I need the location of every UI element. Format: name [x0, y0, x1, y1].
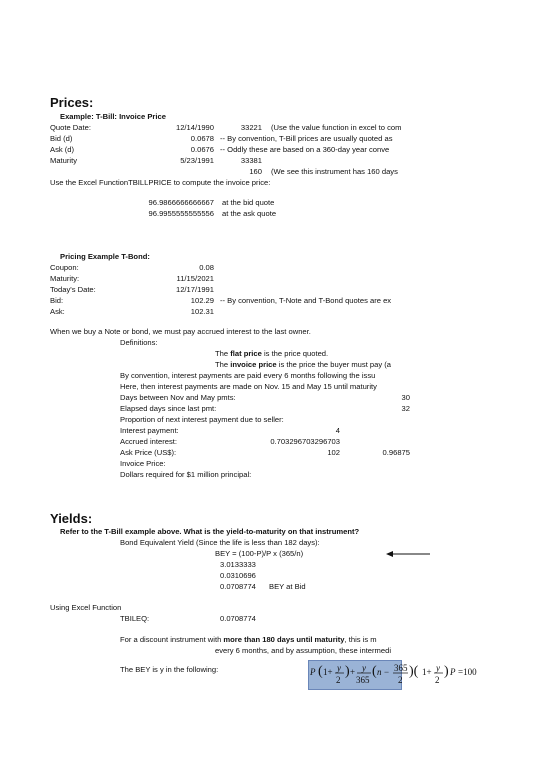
tbill-heading: Example: T-Bill: Invoice Price — [60, 112, 166, 121]
quote-date-serial: 33221 — [240, 123, 262, 132]
ask-price-value: 96.9955555555556 — [148, 209, 214, 218]
accrued-value: 0.703296703296703 — [270, 437, 340, 446]
days-between-value: 30 — [401, 393, 410, 402]
svg-text:(: ( — [318, 664, 323, 679]
quote-date-note: (Use the value function in excel to com — [271, 124, 402, 132]
bond-bid-note: -- By convention, T-Note and T-Bond quotes are ex — [220, 297, 392, 305]
svg-text:1+: 1+ — [323, 667, 333, 677]
svg-text:=100: =100 — [458, 667, 477, 677]
proportion-label: Proportion of next interest payment due to seller: — [120, 415, 284, 424]
bond-bid-label: Bid: — [50, 296, 64, 305]
svg-text:)(: )( — [409, 664, 419, 679]
bid-value: 0.0678 — [190, 134, 214, 143]
elapsed-label: Elapsed days since last pmt: — [120, 404, 217, 413]
left-arrow-icon — [386, 550, 430, 558]
bond-ask-value: 102.31 — [190, 307, 214, 316]
bond-ask-label: Ask: — [50, 307, 65, 316]
days-value: 160 — [249, 167, 262, 176]
flat-post: is the price quoted. — [261, 349, 329, 358]
flat-pre: The — [215, 349, 231, 358]
inv-pre: The — [215, 361, 231, 369]
svg-text:n: n — [377, 667, 382, 677]
maturity-value: 5/23/1991 — [180, 156, 214, 165]
ask-note: -- Oddly these are based on a 360-day year conve — [220, 146, 390, 154]
bey-at-bid-note: BEY at Bid — [269, 582, 306, 591]
bond-maturity-value: 11/15/2021 — [176, 274, 214, 283]
flat-price-def — [215, 350, 328, 358]
long-bold: more than 180 days until maturity — [223, 636, 345, 644]
invoice-price-def — [215, 361, 425, 369]
svg-text:1+: 1+ — [422, 667, 432, 677]
svg-text:365: 365 — [356, 675, 370, 685]
svg-text:−: − — [384, 667, 390, 677]
bey-value-3: 0.0708774 — [220, 582, 256, 591]
svg-text:+: + — [350, 667, 356, 677]
ask-price-note: at the ask quote — [222, 209, 277, 218]
excel-fn: TBILLPRICE — [128, 178, 172, 187]
ask-value: 0.0676 — [190, 145, 214, 154]
flat-bold: flat price — [230, 349, 262, 358]
bid-price-value: 96.9866666666667 — [148, 198, 214, 207]
convention-line-1: By convention, interest payments are paid every 6 months following the issu — [120, 372, 376, 380]
svg-text:365: 365 — [394, 663, 408, 673]
svg-text:2: 2 — [336, 675, 341, 685]
convention-line-2: Here, then interest payments are made on Nov. 15 and May 15 until maturity — [120, 383, 377, 391]
svg-text:P: P — [450, 667, 456, 677]
askprice-label: Ask Price (US$): — [120, 448, 177, 457]
long-maturity-line-1 — [120, 636, 425, 644]
excel-prefix: Use the Excel Function — [50, 178, 129, 187]
excel-instruction — [50, 179, 270, 187]
long-pre: For a discount instrument with — [120, 636, 224, 644]
invoice-label: Invoice Price: — [120, 459, 166, 468]
svg-text:y: y — [362, 663, 366, 673]
coupon-label: Coupon: — [50, 263, 79, 272]
yields-heading: Yields: — [50, 511, 93, 526]
yields-question: Refer to the T-Bill example above. What is the yield-to-maturity on that instrument? — [60, 528, 360, 536]
long-maturity-line-2: every 6 months, and by assumption, these intermedi — [215, 647, 392, 655]
tbileq-value: 0.0708774 — [220, 614, 256, 623]
definitions-label: Definitions: — [120, 338, 158, 347]
days-note: (We see this instrument has 160 days — [271, 168, 398, 176]
svg-text:P: P — [310, 667, 316, 677]
svg-text:y: y — [436, 663, 440, 673]
interest-label: Interest payment: — [120, 426, 179, 435]
askprice-fraction: 0.96875 — [382, 448, 410, 457]
svg-text:(: ( — [372, 664, 377, 679]
svg-text:2: 2 — [398, 675, 403, 685]
askprice-value: 102 — [327, 448, 340, 457]
quote-date-value: 12/14/1990 — [175, 123, 214, 132]
tbileq-label: TBILEQ: — [120, 614, 150, 623]
elapsed-value: 32 — [401, 404, 410, 413]
bey-value-1: 3.0133333 — [220, 560, 256, 569]
prices-heading: Prices: — [50, 95, 94, 110]
excel-suffix: to compute the invoice price: — [173, 178, 271, 187]
bid-label: Bid (d) — [50, 134, 73, 143]
dollars-label: Dollars required for $1 million principal: — [120, 470, 252, 479]
svg-text:): ) — [444, 664, 449, 679]
excel-function-heading: Using Excel Function — [50, 603, 122, 612]
bey-formula: BEY = (100-P)/P x (365/n) — [215, 549, 304, 558]
bey-value-2: 0.0310696 — [220, 571, 256, 580]
maturity-label: Maturity — [50, 156, 78, 165]
svg-text:): ) — [345, 664, 350, 679]
svg-text:y: y — [337, 663, 341, 673]
tbond-heading: Pricing Example T-Bond: — [60, 252, 150, 261]
todays-date-label: Today's Date: — [50, 285, 96, 294]
accrued-intro: When we buy a Note or bond, we must pay accrued interest to the last owner. — [50, 327, 311, 336]
bond-bid-value: 102.29 — [190, 296, 214, 305]
interest-value: 4 — [335, 426, 340, 435]
bid-note: -- By convention, T-Bill prices are usually quoted as — [220, 135, 393, 143]
inv-bold: invoice price — [230, 361, 277, 369]
inv-post: is the price the buyer must pay (a — [276, 361, 392, 369]
bid-price-note: at the bid quote — [222, 198, 275, 207]
bey-y-label: The BEY is y in the following: — [120, 665, 219, 674]
bey-equation — [308, 660, 493, 690]
ask-label: Ask (d) — [50, 145, 75, 154]
bey-title: Bond Equivalent Yield (Since the life is less than 182 days): — [120, 538, 320, 547]
bond-maturity-label: Maturity: — [50, 274, 80, 283]
maturity-serial: 33381 — [240, 156, 262, 165]
days-between-label: Days between Nov and May pmts: — [120, 393, 236, 402]
quote-date-label: Quote Date: — [50, 123, 91, 132]
svg-text:2: 2 — [435, 675, 440, 685]
todays-date-value: 12/17/1991 — [175, 285, 214, 294]
coupon-value: 0.08 — [199, 263, 214, 272]
accrued-label: Accrued interest: — [120, 437, 177, 446]
long-post: , this is m — [344, 636, 377, 644]
